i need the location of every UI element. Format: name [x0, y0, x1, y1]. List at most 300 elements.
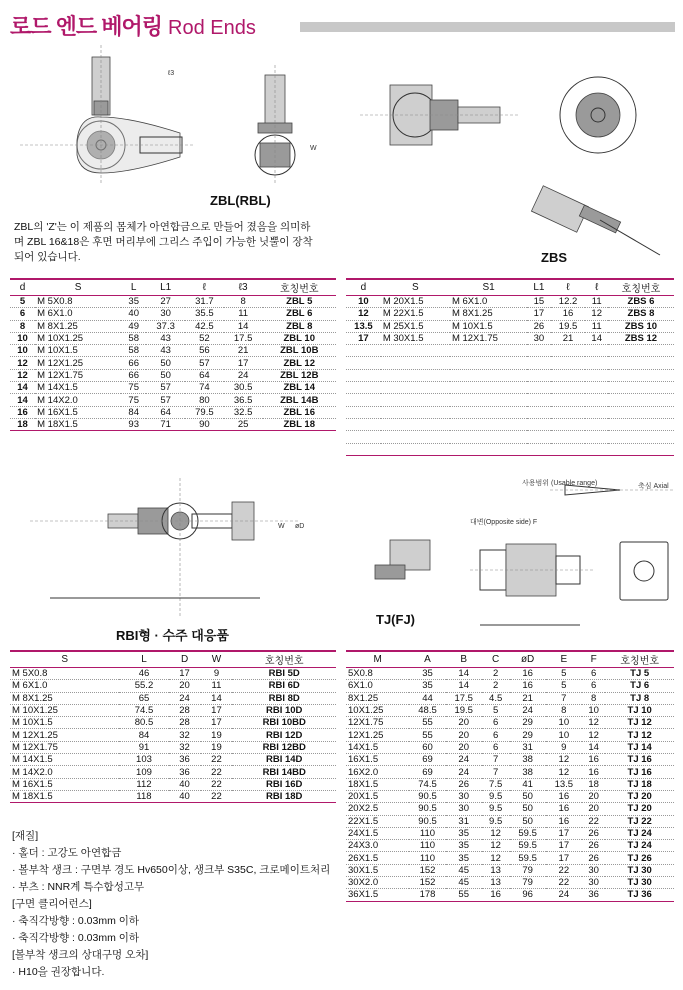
tj-cell: 48.5 [409, 704, 445, 716]
tj-header-cell: C [482, 651, 510, 668]
rbi-cell: 14 [201, 692, 233, 704]
rbi-cell: 28 [169, 704, 201, 716]
table-row [10, 296, 336, 308]
zbl-cell: 35.5 [185, 308, 224, 320]
zbl-header-cell: L [121, 279, 146, 296]
tj-cell: TJ 30 [605, 864, 674, 876]
tj-cell: 152 [409, 877, 445, 889]
zbs-cell: ZBS 12 [608, 332, 674, 344]
tj-cell: 38 [510, 766, 546, 778]
zbs-cell: M 25X1.5 [381, 320, 450, 332]
tj-header-cell: øD [510, 651, 546, 668]
rbi-cell: RBI 12D [232, 729, 336, 741]
tj-cell: 16 [510, 680, 546, 692]
tj-cell: 12 [546, 754, 582, 766]
rbi-cell: RBI 14BD [232, 766, 336, 778]
tj-cell: 30 [582, 877, 605, 889]
tj-cell: 26 [582, 840, 605, 852]
tj-cell: 22X1.5 [346, 815, 409, 827]
zbl-cell: 14 [10, 382, 35, 394]
rbi-cell: RBI 18D [232, 790, 336, 802]
zbl-cell: 52 [185, 332, 224, 344]
table-row-blank [346, 394, 674, 406]
tj-cell: 110 [409, 852, 445, 864]
rbi-cell: M 10X1.5 [10, 717, 119, 729]
tj-cell: 7.5 [482, 778, 510, 790]
zbs-cell: M 20X1.5 [381, 296, 450, 308]
rbi-cell: RBI 10BD [232, 717, 336, 729]
zbs-cell: 30 [527, 332, 550, 344]
zbl-cell: 24 [224, 369, 263, 381]
table-row [346, 741, 674, 753]
tj-cell: 16X2.0 [346, 766, 409, 778]
tj-cell: 69 [409, 766, 445, 778]
tj-cell: TJ 26 [605, 852, 674, 864]
zbl-cell: M 10X1.25 [35, 332, 121, 344]
tj-caption: TJ(FJ) [376, 612, 415, 627]
zbl-cell: ZBL 14 [263, 382, 336, 394]
rbi-cell: RBI 6D [232, 680, 336, 692]
note-heading: [볼부착 생크의 상대구멍 오차] [12, 949, 149, 961]
tj-cell: 20X2.5 [346, 803, 409, 815]
table-row [346, 692, 674, 704]
tj-cell: TJ 14 [605, 741, 674, 753]
tj-cell: 12X1.25 [346, 729, 409, 741]
rbi-cell: 22 [201, 766, 233, 778]
table-row [346, 680, 674, 692]
table-row-blank [346, 443, 674, 455]
table-row [10, 729, 336, 741]
tj-cell: 12 [582, 717, 605, 729]
rbi-cell: 11 [201, 680, 233, 692]
note-heading: [재질] [12, 830, 39, 842]
table-row [346, 296, 674, 308]
zbl-cell: 57 [185, 357, 224, 369]
tj-cell: 18 [582, 778, 605, 790]
tj-cell: 22 [546, 864, 582, 876]
zbs-cell: M 30X1.5 [381, 332, 450, 344]
rbi-cell: 17 [169, 668, 201, 680]
tj-cell: 152 [409, 864, 445, 876]
note-item: · 볼부착 생크 : 구면부 경도 Hv650이상, 생크부 S35C, 크로메이트처리 [12, 864, 331, 876]
table-row [10, 692, 336, 704]
table-row-blank [346, 382, 674, 394]
table-row [10, 668, 336, 680]
tj-cell: 24 [546, 889, 582, 901]
note-item: · 축직각방향 : 0.03mm 이하 [12, 915, 140, 927]
header-bar [300, 22, 675, 32]
tj-cell: 20 [582, 803, 605, 815]
tj-cell: 26 [582, 852, 605, 864]
zbs-header-cell: L1 [527, 279, 550, 296]
zbl-cell: 80 [185, 394, 224, 406]
tj-cell: 35 [409, 668, 445, 680]
tj-header-cell: M [346, 651, 409, 668]
zbl-cell: M 18X1.5 [35, 418, 121, 430]
tj-cell: 79 [510, 877, 546, 889]
zbl-cell: 21 [224, 345, 263, 357]
zbl-cell: M 14X1.5 [35, 382, 121, 394]
zbs-cell: M 22X1.5 [381, 308, 450, 320]
tj-cell: 50 [510, 790, 546, 802]
zbl-cell: 64 [146, 406, 185, 418]
table-row [10, 332, 336, 344]
tj-cell: 35 [446, 827, 482, 839]
zbl-cell: 50 [146, 357, 185, 369]
tj-cell: 5 [546, 668, 582, 680]
tj-cell: 12 [482, 840, 510, 852]
table-row [10, 320, 336, 332]
tj-cell: 6 [582, 680, 605, 692]
tj-cell: 24X3.0 [346, 840, 409, 852]
zbl-cell: ZBL 16 [263, 406, 336, 418]
tj-cell: 20 [446, 717, 482, 729]
zbl-cell: 30.5 [224, 382, 263, 394]
tj-cell: 35 [446, 840, 482, 852]
zbl-cell: 27 [146, 296, 185, 308]
tj-cell: TJ 16 [605, 766, 674, 778]
tj-cell: 69 [409, 754, 445, 766]
rbi-cell: 19 [201, 729, 233, 741]
table-row [346, 729, 674, 741]
table-row [10, 741, 336, 753]
zbs-cell: ZBS 10 [608, 320, 674, 332]
zbs-header-cell: S [381, 279, 450, 296]
tj-cell: 90.5 [409, 803, 445, 815]
zbl-cell: ZBL 18 [263, 418, 336, 430]
zbl-cell: 56 [185, 345, 224, 357]
table-row [10, 790, 336, 802]
zbs-cell: 12 [585, 308, 608, 320]
tj-cell: 16 [546, 815, 582, 827]
table-row [346, 827, 674, 839]
rbi-cell: 24 [169, 692, 201, 704]
table-row [10, 704, 336, 716]
table-row [346, 840, 674, 852]
table-row-blank [346, 357, 674, 369]
zbl-cell: M 5X0.8 [35, 296, 121, 308]
tj-cell: 36X1.5 [346, 889, 409, 901]
tj-cell: 5 [482, 704, 510, 716]
tj-cell: 30 [446, 803, 482, 815]
zbl-description-line: ZBL의 'Z'는 이 제품의 몸체가 아연합금으로 만들어 졌음을 의미하 [14, 221, 311, 233]
zbl-cell: 12 [10, 369, 35, 381]
note-item-text: 축직각방향 : 0.03mm 이하 [18, 915, 140, 927]
table-row [346, 668, 674, 680]
zbl-cell: ZBL 6 [263, 308, 336, 320]
tj-header-cell: A [409, 651, 445, 668]
rbi-cell: 91 [119, 741, 168, 753]
zbl-cell: ZBL 10 [263, 332, 336, 344]
rbi-drawing [30, 478, 320, 618]
note-item: · H10을 권장합니다. [12, 966, 105, 978]
zbs-table [346, 278, 674, 456]
tj-cell: 44 [409, 692, 445, 704]
table-row-blank [346, 406, 674, 418]
table-row [10, 394, 336, 406]
zbl-cell: 71 [146, 418, 185, 430]
zbl-header-cell: ℓ3 [224, 279, 263, 296]
tj-cell: 29 [510, 729, 546, 741]
tj-cell: 90.5 [409, 790, 445, 802]
tj-cell: 14 [582, 741, 605, 753]
zbs-cell: 14 [585, 332, 608, 344]
tj-cell: 2 [482, 680, 510, 692]
zbs-cell: ZBS 8 [608, 308, 674, 320]
tj-cell: TJ 24 [605, 827, 674, 839]
tj-cell: TJ 18 [605, 778, 674, 790]
zbs-caption: ZBS [541, 250, 567, 265]
tj-cell: TJ 24 [605, 840, 674, 852]
tj-cell: 17 [546, 852, 582, 864]
rbi-cell: 28 [169, 717, 201, 729]
table-row [10, 418, 336, 430]
tj-cell: 6X1.0 [346, 680, 409, 692]
table-row [346, 332, 674, 344]
zbl-cell: ZBL 10B [263, 345, 336, 357]
zbs-cell: 16 [551, 308, 586, 320]
rbi-cell: 36 [169, 754, 201, 766]
rbi-cell: 103 [119, 754, 168, 766]
zbl-cell: 6 [10, 308, 35, 320]
table-row-blank [346, 418, 674, 430]
tj-cell: TJ 30 [605, 877, 674, 889]
tj-cell: 30 [446, 790, 482, 802]
tj-cell: 5X0.8 [346, 668, 409, 680]
table-row [346, 877, 674, 889]
tj-cell: 24 [510, 704, 546, 716]
zbl-cell: 17.5 [224, 332, 263, 344]
zbl-cell: 30 [146, 308, 185, 320]
table-row [346, 717, 674, 729]
zbl-cell: 64 [185, 369, 224, 381]
tj-cell: 90.5 [409, 815, 445, 827]
zbl-cell: 5 [10, 296, 35, 308]
zbl-cell: M 8X1.25 [35, 320, 121, 332]
table-row [10, 357, 336, 369]
zbl-cell: M 10X1.5 [35, 345, 121, 357]
zbl-cell: 32.5 [224, 406, 263, 418]
table-row [10, 766, 336, 778]
zbl-cell: 93 [121, 418, 146, 430]
tj-cell: 26X1.5 [346, 852, 409, 864]
tj-cell: 7 [482, 766, 510, 778]
zbl-cell: 12 [10, 357, 35, 369]
rbi-cell: M 14X2.0 [10, 766, 119, 778]
notes [12, 828, 342, 981]
note-item-text: 부츠 : NNR계 특수합성고무 [18, 881, 145, 893]
rbi-cell: 65 [119, 692, 168, 704]
rbi-cell: 112 [119, 778, 168, 790]
zbl-cell: 37.3 [146, 320, 185, 332]
zbl-cell: 18 [10, 418, 35, 430]
tj-cell: TJ 10 [605, 704, 674, 716]
zbl-cell: 57 [146, 394, 185, 406]
zbs-cell: 12.2 [551, 296, 586, 308]
zbl-header-cell: ℓ [185, 279, 224, 296]
zbl-cell: 57 [146, 382, 185, 394]
tj-cell: TJ 20 [605, 790, 674, 802]
tj-cell: 22 [546, 877, 582, 889]
rbi-cell: 22 [201, 790, 233, 802]
zbl-cell: M 16X1.5 [35, 406, 121, 418]
table-row [10, 680, 336, 692]
tj-cell: 45 [446, 864, 482, 876]
zbl-cell: 43 [146, 332, 185, 344]
zbs-drawing [360, 55, 680, 270]
tj-cell: 60 [409, 741, 445, 753]
table-row [346, 778, 674, 790]
zbl-header-cell: S [35, 279, 121, 296]
tj-cell: 30X2.0 [346, 877, 409, 889]
zbl-cell: ZBL 8 [263, 320, 336, 332]
tj-cell: 9.5 [482, 803, 510, 815]
zbs-cell: ZBS 6 [608, 296, 674, 308]
zbl-cell: 36.5 [224, 394, 263, 406]
rbi-cell: 20 [169, 680, 201, 692]
rbi-header-cell: S [10, 651, 119, 668]
zbl-cell: 66 [121, 357, 146, 369]
table-row [10, 754, 336, 766]
tj-cell: 74.5 [409, 778, 445, 790]
note-item-text: 볼부착 생크 : 구면부 경도 Hv650이상, 생크부 S35C, 크로메이트처리 [18, 864, 331, 876]
tj-cell: 79 [510, 864, 546, 876]
table-row-blank [346, 431, 674, 443]
zbl-cell: 90 [185, 418, 224, 430]
zbl-cell: 10 [10, 332, 35, 344]
zbl-cell: 25 [224, 418, 263, 430]
table-row-blank [346, 369, 674, 381]
zbs-header-cell: ℓ [585, 279, 608, 296]
tj-cell: 50 [510, 803, 546, 815]
tj-cell: 18X1.5 [346, 778, 409, 790]
note-item-text: 홀더 : 고강도 아연합금 [18, 847, 122, 859]
tj-cell: 7 [546, 692, 582, 704]
tj-cell: 96 [510, 889, 546, 901]
note-item-text: H10을 권장합니다. [18, 966, 105, 978]
tj-cell: 14 [446, 668, 482, 680]
zbl-cell: ZBL 12B [263, 369, 336, 381]
rbi-cell: M 12X1.75 [10, 741, 119, 753]
tj-cell: 45 [446, 877, 482, 889]
table-row [346, 704, 674, 716]
tj-cell: 16 [546, 790, 582, 802]
zbl-cell: 58 [121, 345, 146, 357]
table-row [10, 345, 336, 357]
zbl-cell: 16 [10, 406, 35, 418]
tj-cell: 31 [510, 741, 546, 753]
tj-cell: 20 [582, 790, 605, 802]
tj-cell: 20 [446, 741, 482, 753]
rbi-cell: RBI 5D [232, 668, 336, 680]
tj-cell: TJ 20 [605, 803, 674, 815]
tj-cell: 10X1.25 [346, 704, 409, 716]
tj-header-cell: F [582, 651, 605, 668]
svg-text:W: W [310, 145, 317, 152]
tj-cell: 10 [546, 729, 582, 741]
tj-cell: 35 [446, 852, 482, 864]
rbi-cell: RBI 10D [232, 704, 336, 716]
tj-cell: 17 [546, 840, 582, 852]
zbs-cell: M 6X1.0 [450, 296, 527, 308]
tj-cell: 30 [582, 864, 605, 876]
zbs-header-cell: ℓ [551, 279, 586, 296]
rbi-cell: RBI 16D [232, 778, 336, 790]
zbl-cell: 31.7 [185, 296, 224, 308]
tj-cell: 22 [582, 815, 605, 827]
zbl-cell: ZBL 14B [263, 394, 336, 406]
tj-cell: 6 [582, 668, 605, 680]
table-row [346, 815, 674, 827]
zbl-cell: 14 [224, 320, 263, 332]
rbi-cell: RBI 12BD [232, 741, 336, 753]
zbl-cell: M 12X1.25 [35, 357, 121, 369]
rbi-cell: 36 [169, 766, 201, 778]
zbl-cell: M 12X1.75 [35, 369, 121, 381]
table-row [10, 308, 336, 320]
zbl-cell: 58 [121, 332, 146, 344]
zbs-cell: 21 [551, 332, 586, 344]
zbl-cell: ZBL 12 [263, 357, 336, 369]
tj-cell: 55 [409, 729, 445, 741]
table-row [346, 889, 674, 901]
zbs-cell: 17 [527, 308, 550, 320]
tj-cell: 16 [582, 754, 605, 766]
tj-cell: 8 [582, 692, 605, 704]
rbi-cell: 17 [201, 704, 233, 716]
axial-label: 축심 Axial [638, 483, 669, 490]
tj-cell: TJ 6 [605, 680, 674, 692]
zbl-cell: 75 [121, 394, 146, 406]
tj-cell: 31 [446, 815, 482, 827]
zbl-cell: 8 [10, 320, 35, 332]
tj-cell: 20 [446, 729, 482, 741]
tj-cell: 38 [510, 754, 546, 766]
zbl-caption: ZBL(RBL) [210, 193, 271, 208]
zbl-cell: 8 [224, 296, 263, 308]
tj-cell: 14X1.5 [346, 741, 409, 753]
tj-cell: TJ 12 [605, 717, 674, 729]
rbi-cell: M 16X1.5 [10, 778, 119, 790]
tj-cell: 9 [546, 741, 582, 753]
rbi-cell: M 8X1.25 [10, 692, 119, 704]
tj-cell: 12X1.75 [346, 717, 409, 729]
tj-header-cell: B [446, 651, 482, 668]
tj-cell: 30X1.5 [346, 864, 409, 876]
rbi-cell: M 14X1.5 [10, 754, 119, 766]
rbi-header-cell: W [201, 651, 233, 668]
tj-cell: 26 [582, 827, 605, 839]
zbs-header-cell: S1 [450, 279, 527, 296]
tj-cell: 41 [510, 778, 546, 790]
rbi-header-cell: L [119, 651, 168, 668]
zbs-cell: 17 [346, 332, 381, 344]
zbs-cell: 12 [346, 308, 381, 320]
tj-cell: 14 [446, 680, 482, 692]
zbl-cell: M 14X2.0 [35, 394, 121, 406]
rbi-cell: 9 [201, 668, 233, 680]
note-heading: [구면 클리어런스] [12, 898, 92, 910]
tj-cell: 17.5 [446, 692, 482, 704]
table-row [346, 308, 674, 320]
tj-cell: 21 [510, 692, 546, 704]
zbl-header-cell: L1 [146, 279, 185, 296]
zbs-cell: M 12X1.75 [450, 332, 527, 344]
tj-cell: TJ 12 [605, 729, 674, 741]
rbi-table [10, 650, 336, 803]
tj-cell: 17 [546, 827, 582, 839]
rbi-cell: 32 [169, 741, 201, 753]
